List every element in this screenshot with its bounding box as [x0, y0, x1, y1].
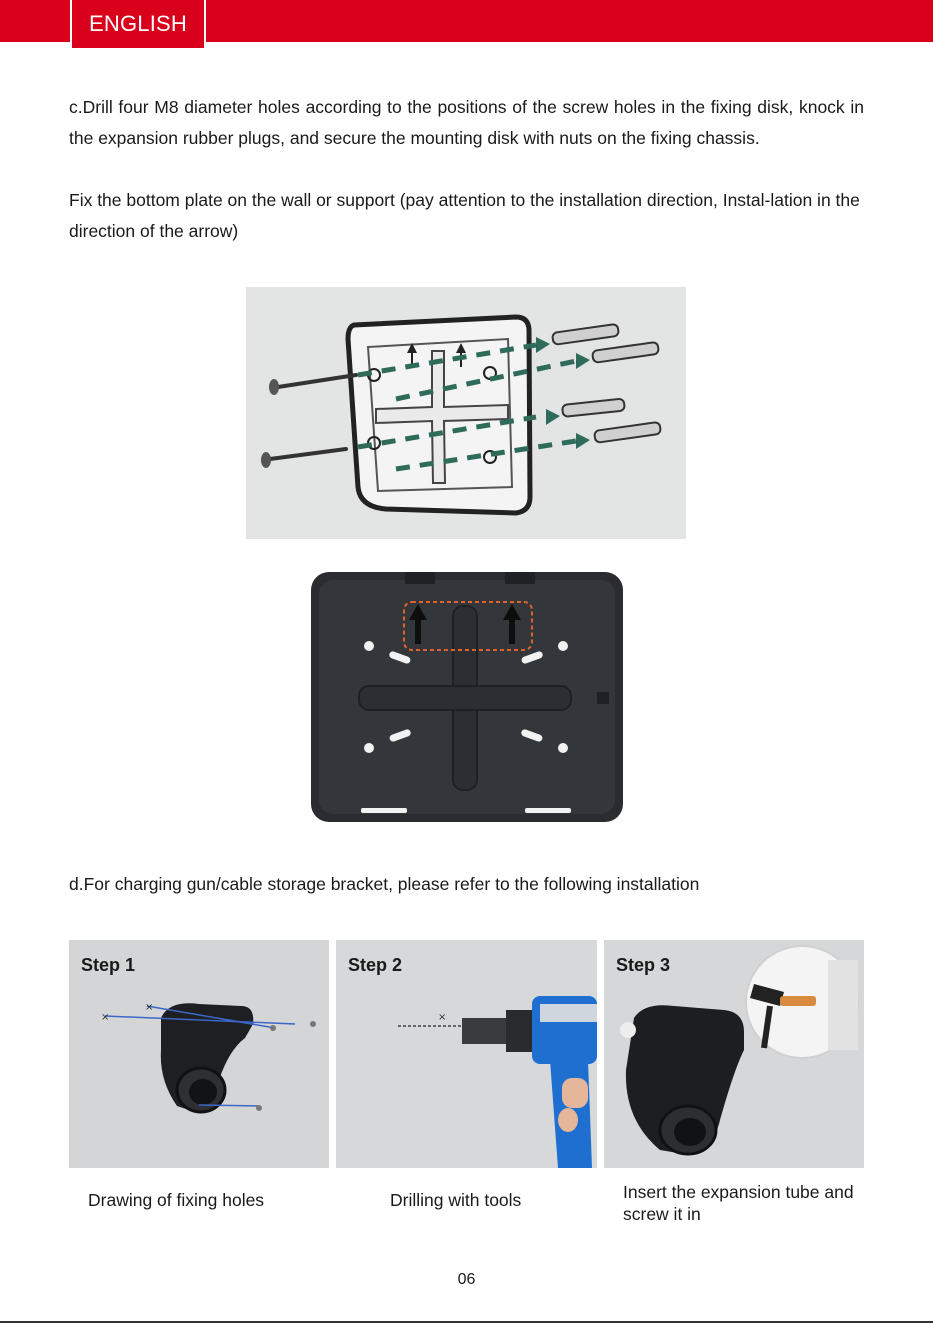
step-2-image	[336, 940, 597, 1168]
step-1-label: Step 1	[81, 955, 136, 975]
step-2-caption: Drilling with tools	[390, 1190, 522, 1210]
instruction-paragraph-c: c.Drill four M8 diameter holes according to the positions of the screw holes in the fixing disk, knock in the expansion rubber plugs, and secure the mounting disk with nuts on the fixing chassis.	[69, 97, 864, 148]
svg-text:×: ×	[438, 1012, 447, 1023]
step-2-label: Step 2	[348, 955, 403, 975]
svg-text:×: ×	[101, 1012, 110, 1023]
footer-rule	[0, 1321, 933, 1323]
language-tab: ENGLISH	[70, 0, 206, 50]
step-3-label: Step 3	[616, 955, 671, 975]
instruction-subheading-d: d.For charging gun/cable storage bracket, please refer to the following installation	[69, 874, 700, 894]
base-plate-direction-figure	[305, 568, 631, 828]
step-3-caption: Insert the expansion tube and screw it in	[623, 1182, 854, 1224]
step-3-image	[604, 940, 864, 1168]
mounting-plate-exploded-figure	[246, 287, 686, 539]
instruction-paragraph-direction: Fix the bottom plate on the wall or support (pay attention to the installation direction, Instal-lation in the direction of the arrow)	[69, 190, 860, 241]
page-number: 06	[457, 1271, 476, 1288]
step-1-image	[69, 940, 329, 1168]
step-1-caption: Drawing of fixing holes	[88, 1190, 265, 1210]
svg-text:×: ×	[145, 1002, 154, 1013]
